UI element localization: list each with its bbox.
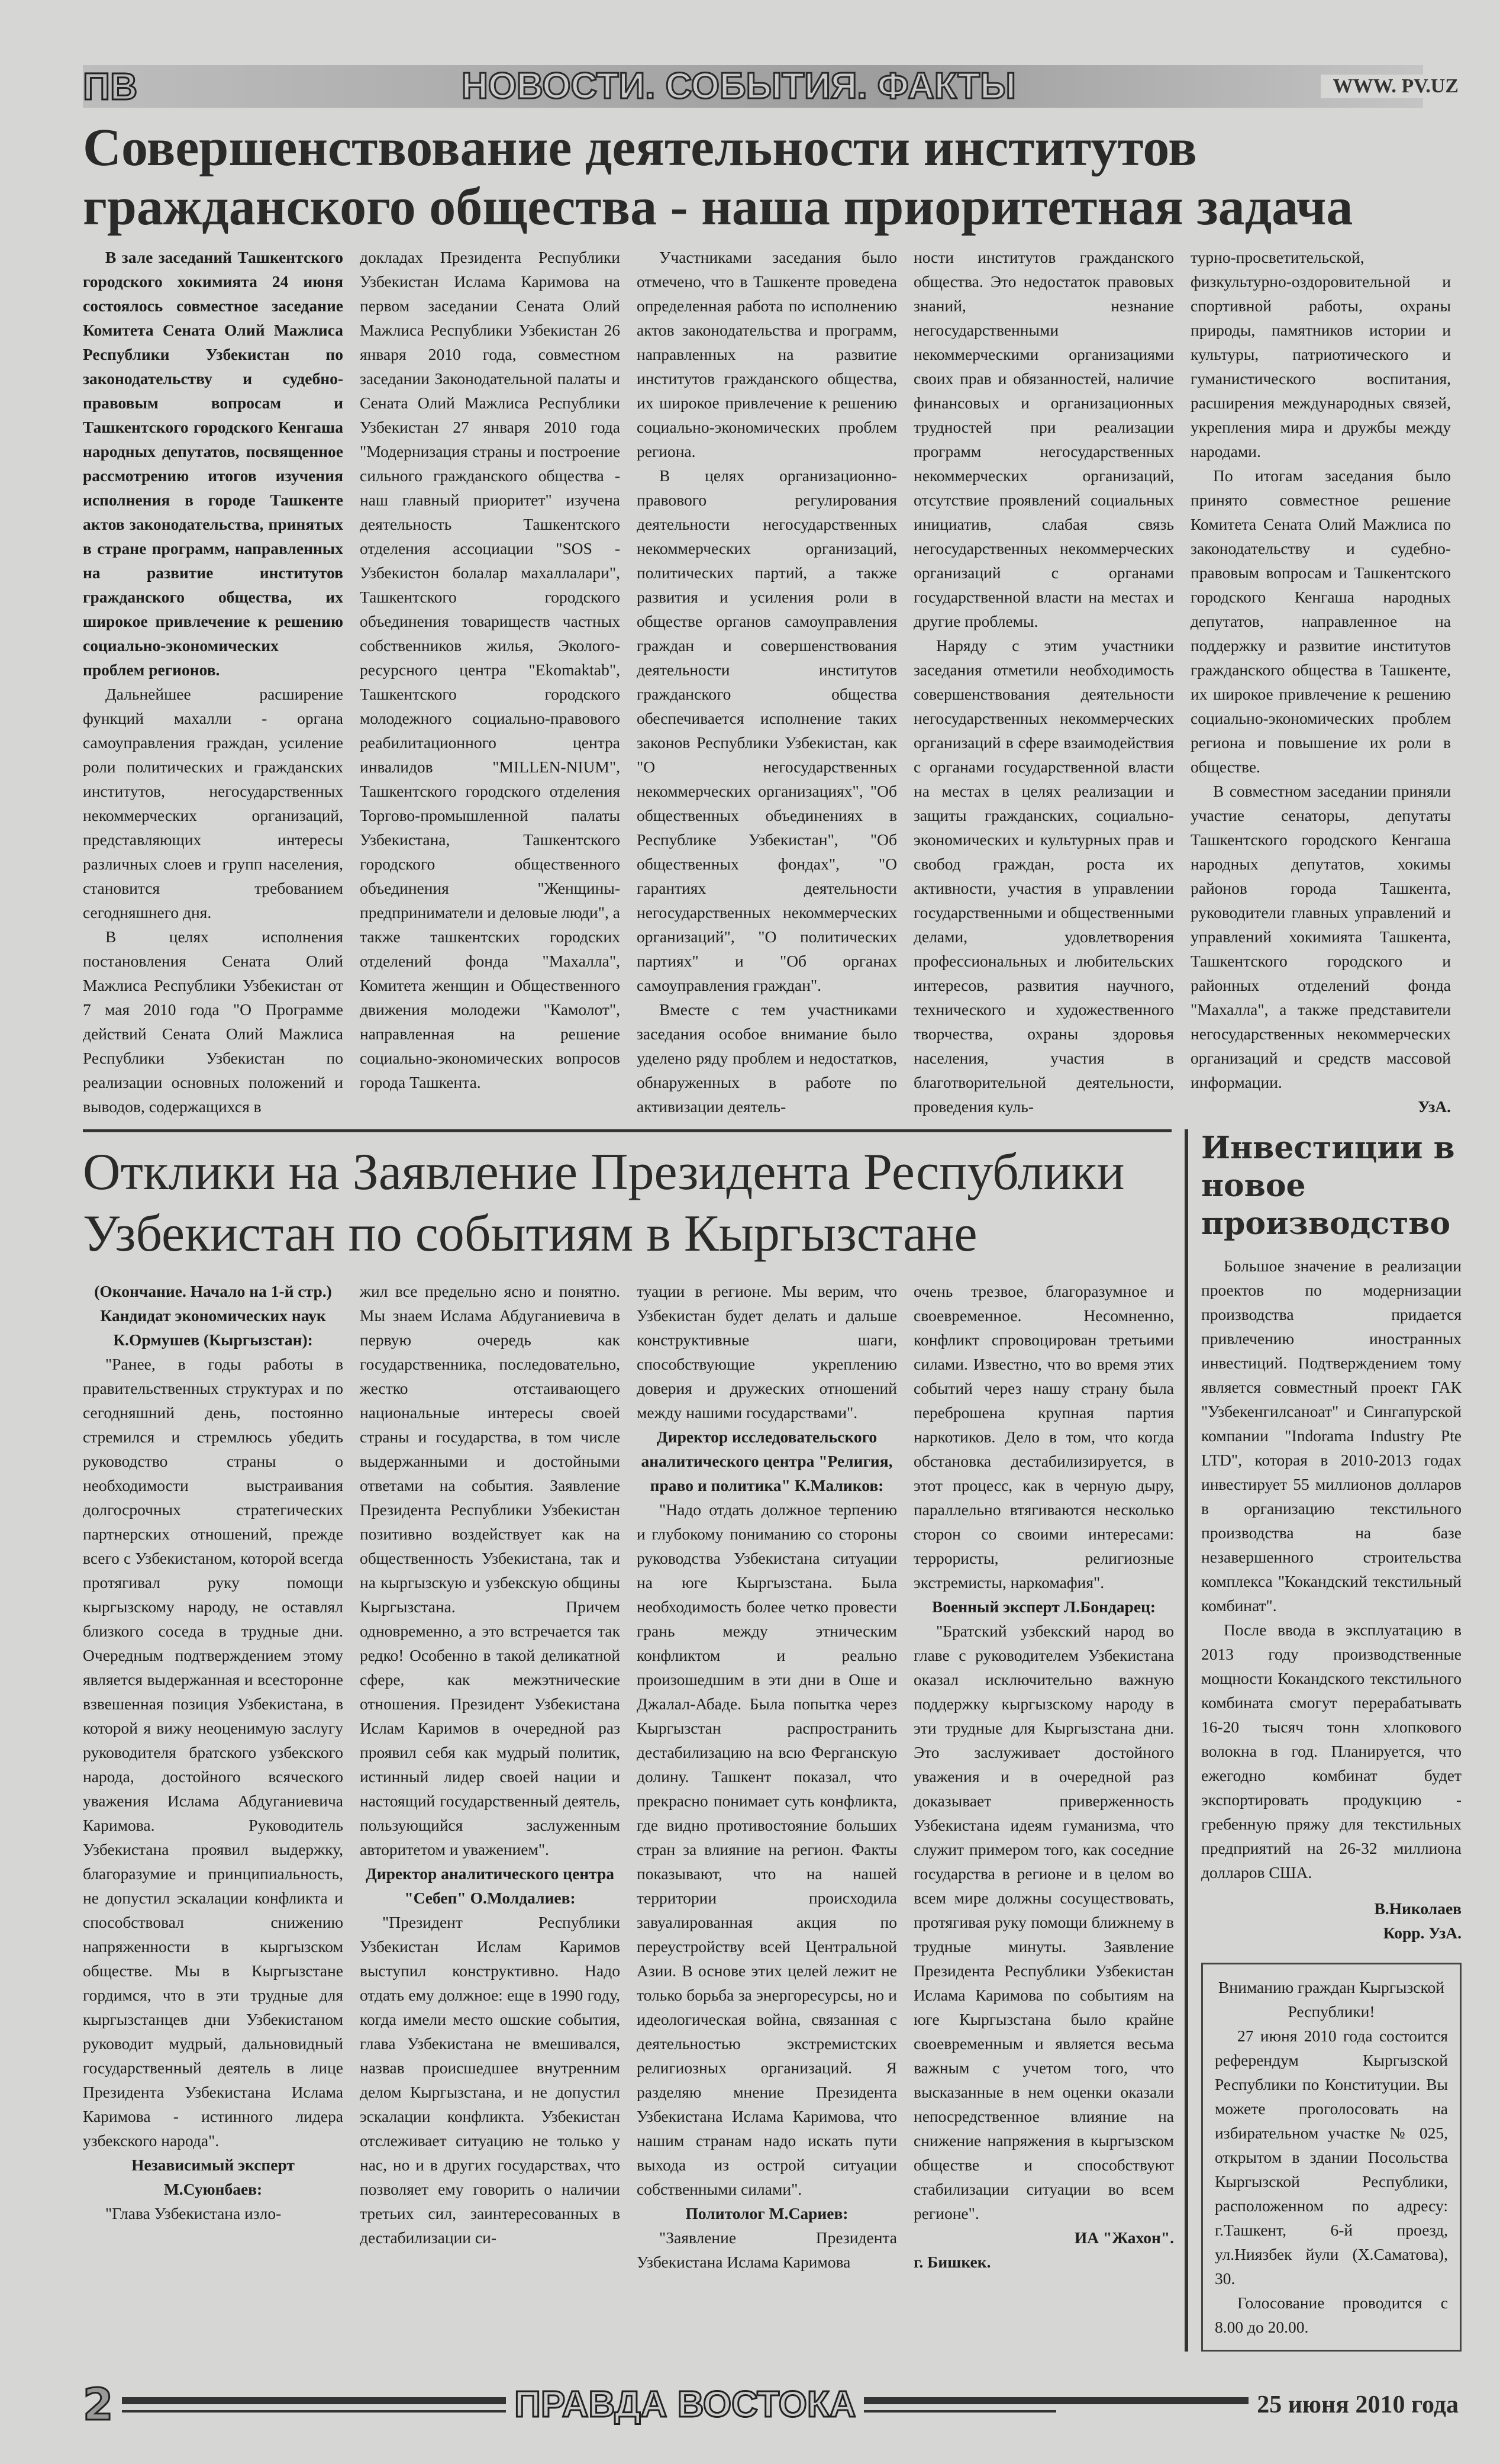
- article2-body: [83, 1279, 1172, 2274]
- issue-date: 25 июня 2010 года: [1257, 2391, 1459, 2418]
- article2: [83, 1129, 1172, 2352]
- article1-paragraph: Вместе с тем участниками заседания особое внимание было уделено ряду проблем и недостатков, обнаруженных в работе по активизации деятель-: [637, 1000, 897, 1116]
- section-header-bar: [83, 65, 1459, 108]
- article2-headline-line2: Узбекистан по событиям в Кыргызстане: [83, 1205, 978, 1262]
- section-title: НОВОСТИ. СОБЫТИЯ. ФАКТЫ: [462, 66, 1016, 107]
- quote: "Надо отдать должное терпению и глубокому пониманию со стороны руководства Узбекистана ситуации на юге Кыргызстана. Была необходимость более четко провести грань между этническим конфликтом и реально произошедшим в эти дни в Оше и Джалал-Абаде. Была попытка через Кыргызстан распространить дестабилизацию на всю Ферганскую долину. Ташкент показал, что прекрасно понимает суть конфликта, где видно противостояние больших стран за влияние на регион. Факты показывают, что на нашей территории происходила завуалированная акция по переустройству всей Центральной Азии. В основе этих целей лежит не только борьба за энергоресурсы, но и идеологическая война, связанная с деятельностью экстремистских религиозных организаций. Я разделяю мнение Президента Узбекистана Ислама Каримова, что нашим странам надо искать пути выхода из острой ситуации собственными силами".: [637, 1500, 897, 2198]
- footer-rule-left-thin: [122, 2410, 507, 2413]
- referendum-notice: [1215, 1975, 1448, 2339]
- article2-place: г. Бишкек.: [914, 2253, 991, 2271]
- article2-headline-line1: Отклики на Заявление Президента Республики: [83, 1144, 1125, 1201]
- sidebar-paragraph: Большое значение в реализации проектов по модернизации производства придается привлечению иностранных инвестиций. Подтверждением тому является совместный проект ГАК "Узбекенгилсаноат" и Сингапурской компании "Indorama Industry Pte LTD", которая в 2010-2013 годах инвестирует 55 миллионов долларов в организацию текстильного производства на базе незавершенного строительства комплекса "Кокандский текстильный комбинат".: [1201, 1257, 1462, 1615]
- article1-headline-line1: Совершенствование деятельности институтов: [83, 118, 1197, 177]
- quote: "Ранее, в годы работы в правительственных структурах и по сегодняшний день, постоянно стремился и стремлюсь убедить руководство страны о необходимости выстраивания долгосрочных стратегических партнерских отношений, прежде всего с Узбекистаном, которой всегда протягивал руку помощи кыргызскому народу, не оставлял близкого соседа в трудные дни. Очередным подтверждением этому является выдержанная и всесторонне взвешенная позиция Узбекистана, в которой я вижу неоценимую заслугу руководителя братского узбекского народа, достойного всяческого уважения Ислама Абдуганиевича Каримова. Руководитель Узбекистана проявил выдержку, благоразумие и принципиальность, не допустил эскалации конфликта и способствовал снижению напряженности в кыргызском обществе. Мы в Кыргызстане гордимся, что в эти трудные для кыргызстанцев дни Узбекистаном руководит мудрый, дальновидный государственный деятель в лице Президента Узбекистана Ислама Каримова - истинного лидера узбекского народа".: [83, 1355, 343, 2150]
- article1-paragraph: докладах Президента Республики Узбекистан Ислама Каримова на первом заседании Сената Олий Мажлиса Республики Узбекистан 26 января 2010 года, совместном заседании Законодательной палаты и Сената Олий Мажлиса Республики Узбекистан 27 января 2010 года "Модернизация страны и построение сильного гражданского общества - наш главный приоритет" изучена деятельность Ташкентского отделения ассоциации "SOS - Узбекистон болалар махаллалари", Ташкентского городского объединения товариществ частных собственников жилья, Эколого-ресурсного центра "Ekomaktab", Ташкентского городского молодежного социально-правового реабилитационного центра инвалидов "MILLEN-NIUM", Ташкентского городского отделения Торгово-промышленной палаты Узбекистана, Ташкентского городского общественного объединения "Женщины-предприниматели и деловые люди", а также ташкентских городских отделений фонда "Махалла", Комитета женщин и Общественного движения молодежи "Камолот", направленная на решение социально-экономических вопросов города Ташкента.: [360, 248, 620, 1091]
- sidebar: [1201, 1129, 1462, 2352]
- speaker-name: Кандидат экономических наук К.Ормушев (Кыргызстан):: [100, 1306, 326, 1349]
- article1-column-4: [914, 245, 1174, 1119]
- quote: "Братский узбекский народ во главе с руководителем Узбекистана оказал исключительно важную поддержку кыргызскому народу в эти трудные для Кыргызстана дни. Это заслуживает достойного уважения и в очередной раз доказывает приверженность Узбекистана идеям гуманизма, что служит примером того, как соседние государства в регионе и в целом во всем мире должны сосуществовать, протягивая руку помощи ближнему в трудные минуты. Заявление Президента Республики Узбекистан Ислама Каримова по событиям на юге Кыргызстана было крайне своевременным и является весьма важным с учетом того, что высказанные в нем оценки оказали непосредственное влияние на снижение напряжения в кыргызском обществе и способствуют стабилизации ситуации во всем регионе".: [914, 1622, 1174, 2223]
- website-link[interactable]: WWW. PV.UZ: [1321, 75, 1459, 98]
- article1-column-3: [637, 245, 897, 1119]
- quote: "Заявление Президента Узбекистана Ислама Каримова: [637, 2228, 897, 2271]
- footer-rule-right: [864, 2397, 1249, 2413]
- page-number: 2: [83, 2379, 114, 2430]
- article1-paragraph: В целях организационно-правового регулирования деятельности негосударственных некоммерческих организаций, политических партий, а также развития и усиления роли в обществе органов самоуправления граждан и совершенствования деятельности институтов гражданского общества обеспечивается исполнение таких законов Республики Узбекистан, как "О негосударственных некоммерческих организациях", "Об общественных объединениях в Республике Узбекистан", "Об общественных фондах", "О гарантиях деятельности негосударственных некоммерческих организаций", "О политических партиях" и "Об органах самоуправления граждан".: [637, 466, 897, 994]
- sidebar-author: В.Николаев: [1374, 1899, 1462, 1918]
- sidebar-headline: Инвестиции в новое производство: [1201, 1130, 1455, 1242]
- article2-source: ИА "Жахон".: [1074, 2228, 1174, 2247]
- quote: "Глава Узбекистана изло-: [105, 2204, 282, 2223]
- article2-column-4: [914, 1279, 1174, 2274]
- article1-column-1: [83, 245, 343, 1119]
- article1-paragraph: ности институтов гражданского общества. Это недостаток правовых знаний, незнание негосударственными некоммерческими организациями своих прав и обязанностей, наличие финансовых и организационных трудностей при реализации программ негосударственных некоммерческих организаций, отсутствие проявлений социальных инициатив, слабая связь негосударственных некоммерческих организаций с органами государственной власти на местах и другие проблемы.: [914, 248, 1174, 630]
- continuation-note: (Окончание. Начало на 1-й стр.): [94, 1282, 332, 1300]
- notice-title: Вниманию граждан Кыргызской Республики!: [1218, 1978, 1444, 2021]
- article2-column-2: [360, 1279, 620, 2250]
- footer-rule-right-thick: [864, 2397, 1249, 2404]
- article1-body: [83, 245, 1459, 1119]
- article1-paragraph: турно-просветительской, физкультурно-оздоровительной и спортивной работы, охраны природы, памятников истории и культуры, патриотического и гуманистического воспитания, расширения международных связей, укрепления мира и дружбы между народами.: [1191, 248, 1451, 460]
- speaker-name: Политолог М.Сариев:: [685, 2204, 849, 2223]
- article1-paragraph: По итогам заседания было принято совместное решение Комитета Сената Олий Мажлиса по законодательству и судебно-правовым вопросам и Ташкентского городского Кенгаша народных депутатов, направленное на поддержку и развитие институтов гражданского общества в Ташкенте, их широкое привлечение к решению социально-экономических проблем региона и повышение их роли в обществе.: [1191, 466, 1451, 776]
- quote: "Президент Республики Узбекистан Ислам Каримов выступил конструктивно. Надо отдать ему должное: еще в 1990 году, когда имели место ошские события, глава Узбекистана не вмешивался, назвав происшедшее внутренним делом Кыргызстана, и не допустил эскалации конфликта. Узбекистан отслеживает ситуацию не только у нас, но и в других государствах, что позволяет ему говорить о наличии третьих сил, заинтересованных в дестабилизации си-: [360, 1913, 620, 2247]
- article1-paragraph: Участниками заседания было отмечено, что в Ташкенте проведена определенная работа по исполнению актов законодательства и программ, направленных на развитие институтов гражданского общества, их широкое привлечение к решению социально-экономических проблем региона.: [637, 248, 897, 460]
- article1-lead: В зале заседаний Ташкентского городского хокимията 24 июня состоялось совместное заседание Комитета Сената Олий Мажлиса Республики Узбекистан по законодательству и судебно-правовым вопросам и Ташкентского городского Кенгаша народных депутатов, посвященное рассмотрению итогов изучения исполнения в городе Ташкенте актов законодательства, принятых в стране программ, направленных на развитие институтов гражданского общества, их широкое привлечение к решению социально-экономических проблем регионов.: [83, 248, 343, 679]
- speaker-name: Директор аналитического центра "Себеп" О.Молдалиев:: [365, 1864, 615, 1907]
- quote: жил все предельно ясно и понятно. Мы знаем Ислама Абдуганиевича в первую очередь как государственника, последовательно, жестко отстаивающего национальные интересы своей страны и государства, в том числе выдержанными и достойными ответами на события. Заявление Президента Республики Узбекистан позитивно воздействует как на общественность Узбекистана, так и на кыргызскую и узбекскую общины Кыргызстана. Причем одновременно, а это встречается так редко! Особенно в такой деликатной сфере, как межэтнические отношения. Президент Узбекистана Ислам Каримов в очередной раз проявил себя как мудрый политик, истинный лидер своей нации и настоящий государственный деятель, пользующийся заслуженным авторитетом и уважением".: [360, 1282, 620, 1859]
- notice-hours: Голосование проводится с 8.00 до 20.00.: [1215, 2294, 1448, 2336]
- article1-paragraph: Дальнейшее расширение функций махалли - органа самоуправления граждан, усиление роли политических и гражданских институтов, негосударственных некоммерческих организаций, представляющих интересы различных слоев и групп населения, становится требованием сегодняшнего дня.: [83, 685, 343, 922]
- notice-text: 27 июня 2010 года состоится референдум Кыргызской Республики по Конституции. Вы можете проголосовать на избирательном участке № 025, открытом в здании Посольства Кыргызской Республики, расположенном по адресу: г.Ташкент, 6-й проезд, ул.Ниязбек йули (Х.Саматова), 30.: [1215, 2027, 1448, 2288]
- sidebar-divider: [1185, 1129, 1188, 2352]
- sidebar-paragraph: После ввода в эксплуатацию в 2013 году производственные мощности Кокандского текстильного комбината смогут перерабатывать 16-20 тысяч тонн хлопкового волокна в год. Планируется, что ежегодно комбинат будет экспортировать продукцию - гребенную пряжу для текстильных предприятий на 26-32 миллиона долларов США.: [1201, 1621, 1462, 1882]
- speaker-name: Независимый эксперт М.Суюнбаев:: [131, 2156, 295, 2198]
- newspaper-logo: ПВ: [83, 65, 138, 108]
- article1-paragraph: В совместном заседании приняли участие сенаторы, депутаты Ташкентского городского Кенгаша народных депутатов, хокимы районов города Ташкента, руководители главных управлений и управлений хокимията Ташкента, Ташкентского городского и районных отделений фонда "Махалла", а также представители негосударственных некоммерческих организаций и средств массовой информации.: [1191, 782, 1451, 1091]
- footer-rule-left: [122, 2397, 507, 2413]
- quote: туации в регионе. Мы верим, что Узбекистан будет делать и дальше конструктивные шаги, способствующие укреплению доверия и дружеских отношений между нашими государствами".: [637, 1282, 897, 1422]
- page-footer: [83, 2381, 1459, 2428]
- footer-rule-left-thick: [122, 2397, 507, 2404]
- speaker-name: Военный эксперт Л.Бондарец:: [931, 1597, 1156, 1616]
- sidebar-author-role: Корр. УзА.: [1383, 1924, 1462, 1942]
- article2-column-1: [83, 1279, 343, 2225]
- newspaper-name: ПРАВДА ВОСТОКА: [514, 2384, 856, 2425]
- article1-paragraph: Наряду с этим участники заседания отметили необходимость совершенствования деятельности негосударственных некоммерческих организаций в сфере взаимодействия с органами государственной власти на местах в целях реализации и защиты гражданских, социально-экономических и культурных прав и свобод граждан, роста их активности, участия в управлении государственными и общественными делами, удовлетворения профессиональных и любительских интересов, развития научного, технического и художественного творчества, охраны здоровья населения, участия в благотворительной деятельности, проведения куль-: [914, 636, 1174, 1116]
- speaker-name: Директор исследовательского аналитического центра "Религия, право и политика" К.Маликов:: [641, 1428, 893, 1494]
- article1-paragraph: В целях исполнения постановления Сената Олий Мажлиса Республики Узбекистан от 7 мая 2010 года "О Программе действий Сената Олий Мажлиса Республики Узбекистан по реализации основных положений и выводов, содержащихся в: [83, 927, 343, 1116]
- footer-rule-right-thin: [864, 2410, 1056, 2413]
- article2-headline: [83, 1142, 1172, 1265]
- article1-column-5: [1191, 245, 1451, 1119]
- lower-section: [83, 1129, 1462, 2352]
- article1-headline-line2: гражданского общества - наша приоритетная задача: [83, 178, 1353, 236]
- quote: очень трезвое, благоразумное и своевременное. Несомненно, конфликт спровоцирован третьими силами. Известно, что во время этих событий через нашу страну была переброшена крупная партия наркотиков. Дело в том, что когда обстановка дестабилизируется, в этот процесс, как в черную дыру, параллельно втягиваются несколько сторон со своими интересами: террористы, религиозные экстремисты, наркомафия".: [914, 1282, 1174, 1592]
- article1-column-2: [360, 245, 620, 1094]
- sidebar-article: [1201, 1254, 1462, 1945]
- referendum-notice-box: [1201, 1963, 1462, 2352]
- article1-byline: УзА.: [1418, 1097, 1451, 1116]
- article2-column-3: [637, 1279, 897, 2274]
- article1-headline: [83, 118, 1456, 237]
